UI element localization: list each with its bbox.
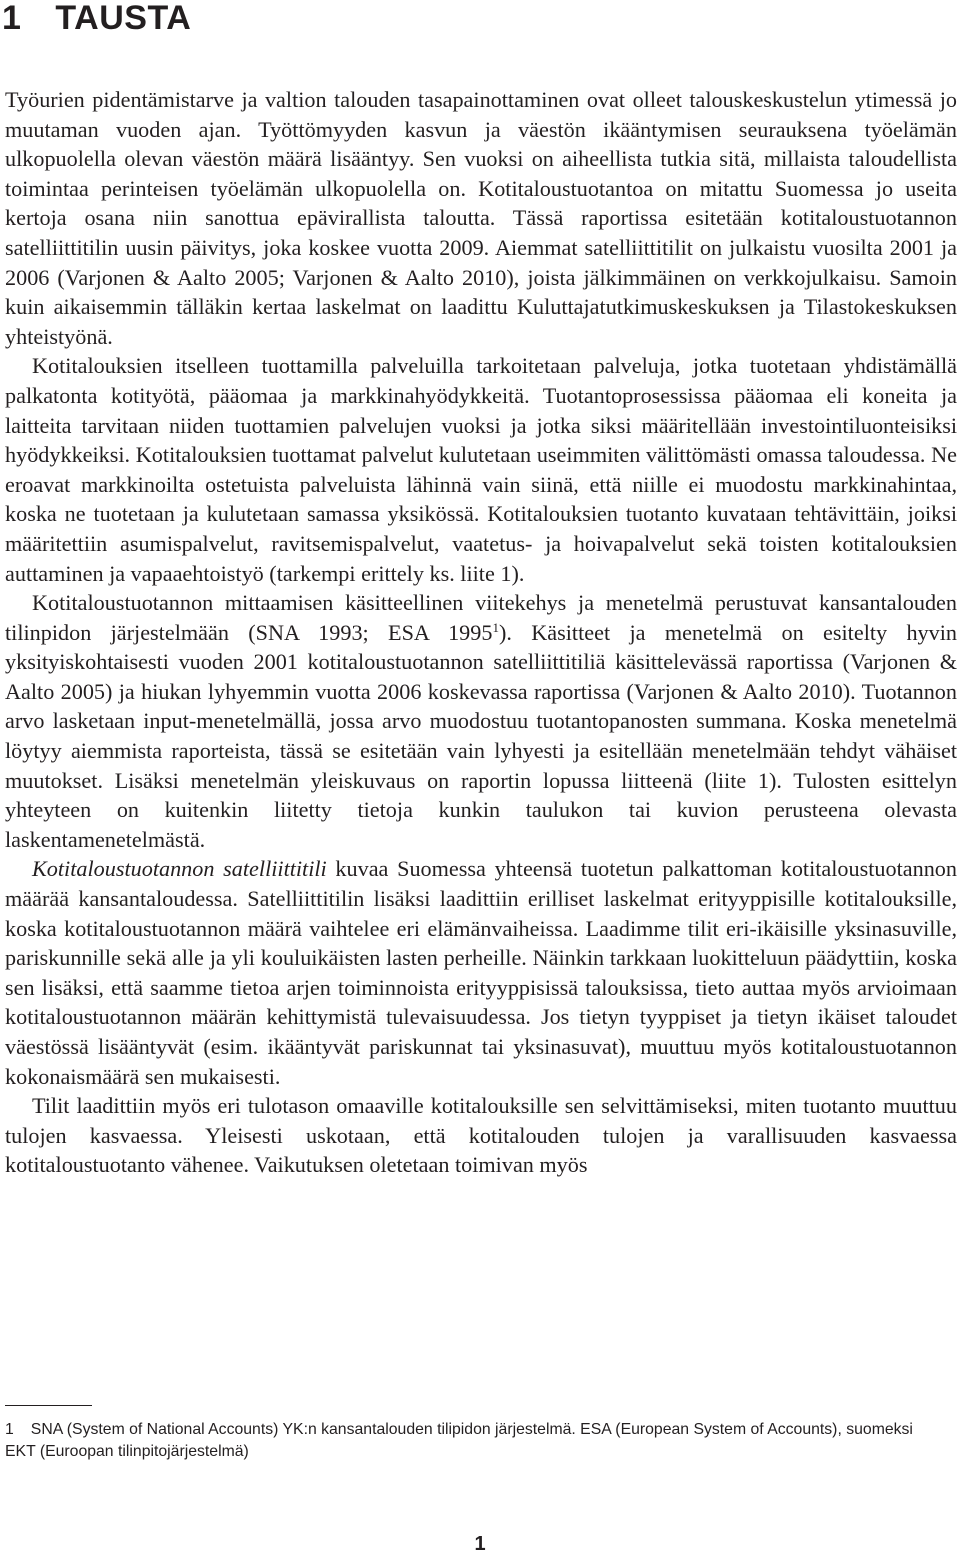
footnote-text: SNA (System of National Accounts) YK:n kansantalouden tilipidon järjestelmä. ESA (European System of Accounts), suomeksi EKT (Euroopan tilinpitojärjestelmä) <box>5 1421 913 1460</box>
chapter-number: 1 <box>2 0 22 37</box>
page-number: 1 <box>474 1533 486 1555</box>
footnote-number: 1 <box>5 1421 14 1438</box>
paragraph-1: Työurien pidentämistarve ja valtion talouden tasapainottaminen ovat olleet talouskeskustelun ytimessä jo muutaman vuoden ajan. Työttömyyden kasvun ja väestön ikääntymisen seurauksena työelämän ulkopuolella olevan väestön määrä lisääntyy. Sen vuoksi on aiheellista tutkia sitä, millaista taloudellista toimintaa perinteisen työelämän ulkopuolella on. Kotitaloustuotantoa on mitattu Suomessa jo useita kertoja osana niin sanottua epävirallista taloutta. Tässä raportissa esitetään kotitaloustuotannon satelliittitilin uusin päivitys, joka koskee vuotta 2009. Aiemmat satelliittitilit on julkaistu vuosilta 2001 ja 2006 (Varjonen & Aalto 2005; Varjonen & Aalto 2010), joista jälkimmäinen on verkkojulkaisu. Samoin kuin aikaisemmin tälläkin kertaa laskelmat on laadittu Kuluttajatutkimuskeskuksen ja Tilastokeskuksen yhteistyönä. <box>5 87 957 349</box>
paragraph-4-rest: kuvaa Suomessa yhteensä tuotetun palkattoman kotitaloustuotannon määrää kansantaloudessa. Satelliittitilin lisäksi laadittiin erilliset laskelmat erityyppisille kotitalouksille, koska kotitaloustuotannon määrä vaihtelee eri elämänvaiheissa. Laadimme tilit eri-ikäisille yksinasuville, pariskunnille sekä alle ja yli kouluikäisten lasten perheille. Näinkin tarkkaan luokitteluun päädyttiin, koska sen lisäksi, että saamme tietoa arjen toiminnoista erityyppisissä talouksissa, tieto auttaa myös arvioimaan kotitaloustuotannon määrän kehittymistä tulevaisuudessa. Jos tietyn tyyppiset ja tietyn ikäiset taloudet väestössä lisääntyvät (esim. ikääntyvät pariskunnat tai yksinasuvat), muuttuu myös kotitaloustuotannon kokonaismäärä sen mukaisesti. <box>5 856 957 1089</box>
paragraph-2: Kotitalouksien itselleen tuottamilla palveluilla tarkoitetaan palveluja, jotka tuotetaan yhdistämällä palkatonta kotityötä, pääomaa ja markkinahyödykkeitä. Tuotantoprosessissa pääomaa eli koneita ja laitteita tarvitaan niiden tuottamien palvelujen vuoksi ja jotka siksi määritellään investointiluonteisiksi hyödykkeiksi. Kotitalouksien tuottamat palvelut kulutetaan useimmiten välittömästi omassa taloudessa. Ne eroavat markkinoilta ostetuista palveluista lähinnä vain siinä, että niille ei muodostu markkinahintaa, koska ne tuotetaan ja kulutetaan samassa yksikössä. Kotitalouksien tuotanto kuvataan tehtävittäin, joiksi määritettiin asumispalvelut, ravitsemispalvelut, vaatetus- ja hoivapalvelut sekä toisten kotitalouksien auttaminen ja vapaaehtoistyö (tarkempi erittely ks. liite 1). <box>5 353 957 586</box>
body-text <box>5 85 957 1180</box>
italic-term: Kotitaloustuotannon satelliittitili <box>32 856 327 882</box>
paragraph-5: Tilit laadittiin myös eri tulotason omaaville kotitalouksille sen selvittämiseksi, miten tuotanto muuttuu tulojen kasvaessa. Yleisesti uskotaan, että kotitalouden tulojen ja varallisuuden kasvaessa kotitaloustuotanto vähenee. Vaikutuksen oletetaan toimivan myös <box>5 1093 957 1178</box>
paragraph-3 <box>5 588 957 854</box>
paragraph-4 <box>5 854 957 1091</box>
chapter-title: TAUSTA <box>55 0 192 37</box>
footnote-divider <box>5 1405 92 1406</box>
footnote-reference: 1 <box>492 619 499 635</box>
paragraph-3-part-1: Kotitaloustuotannon mittaamisen käsitteellinen viitekehys ja menetelmä perustuvat kansantalouden tilinpidon järjestelmään (SNA 1993; ESA 1995 <box>5 590 957 645</box>
chapter-heading <box>2 0 191 38</box>
footnote <box>5 1419 940 1463</box>
paragraph-3-part-2: ). Käsitteet ja menetelmä on esitelty hyvin yksityiskohtaisesti vuoden 2001 kotitaloustuotannon satelliittitiliä käsittelevässä raportissa (Varjonen & Aalto 2005) ja hiukan lyhyemmin vuotta 2006 koskevassa raportissa (Varjonen & Aalto 2010). Tuotannon arvo lasketaan input-menetelmällä, jossa arvo muodostuu tuotantopanosten summana. Koska menetelmä löytyy aiemmista raporteista, tässä se esitetään vain lyhyesti ja esitellään menetelmään tehdyt vähäiset muutokset. Lisäksi menetelmän yleiskuvaus on raportin lopussa liitteenä (liite 1). Tulosten esittelyn yhteyteen on kuitenkin liitetty tietoja kunkin taulukon tai kuvion perusteena olevasta laskentamenetelmästä. <box>5 619 958 852</box>
